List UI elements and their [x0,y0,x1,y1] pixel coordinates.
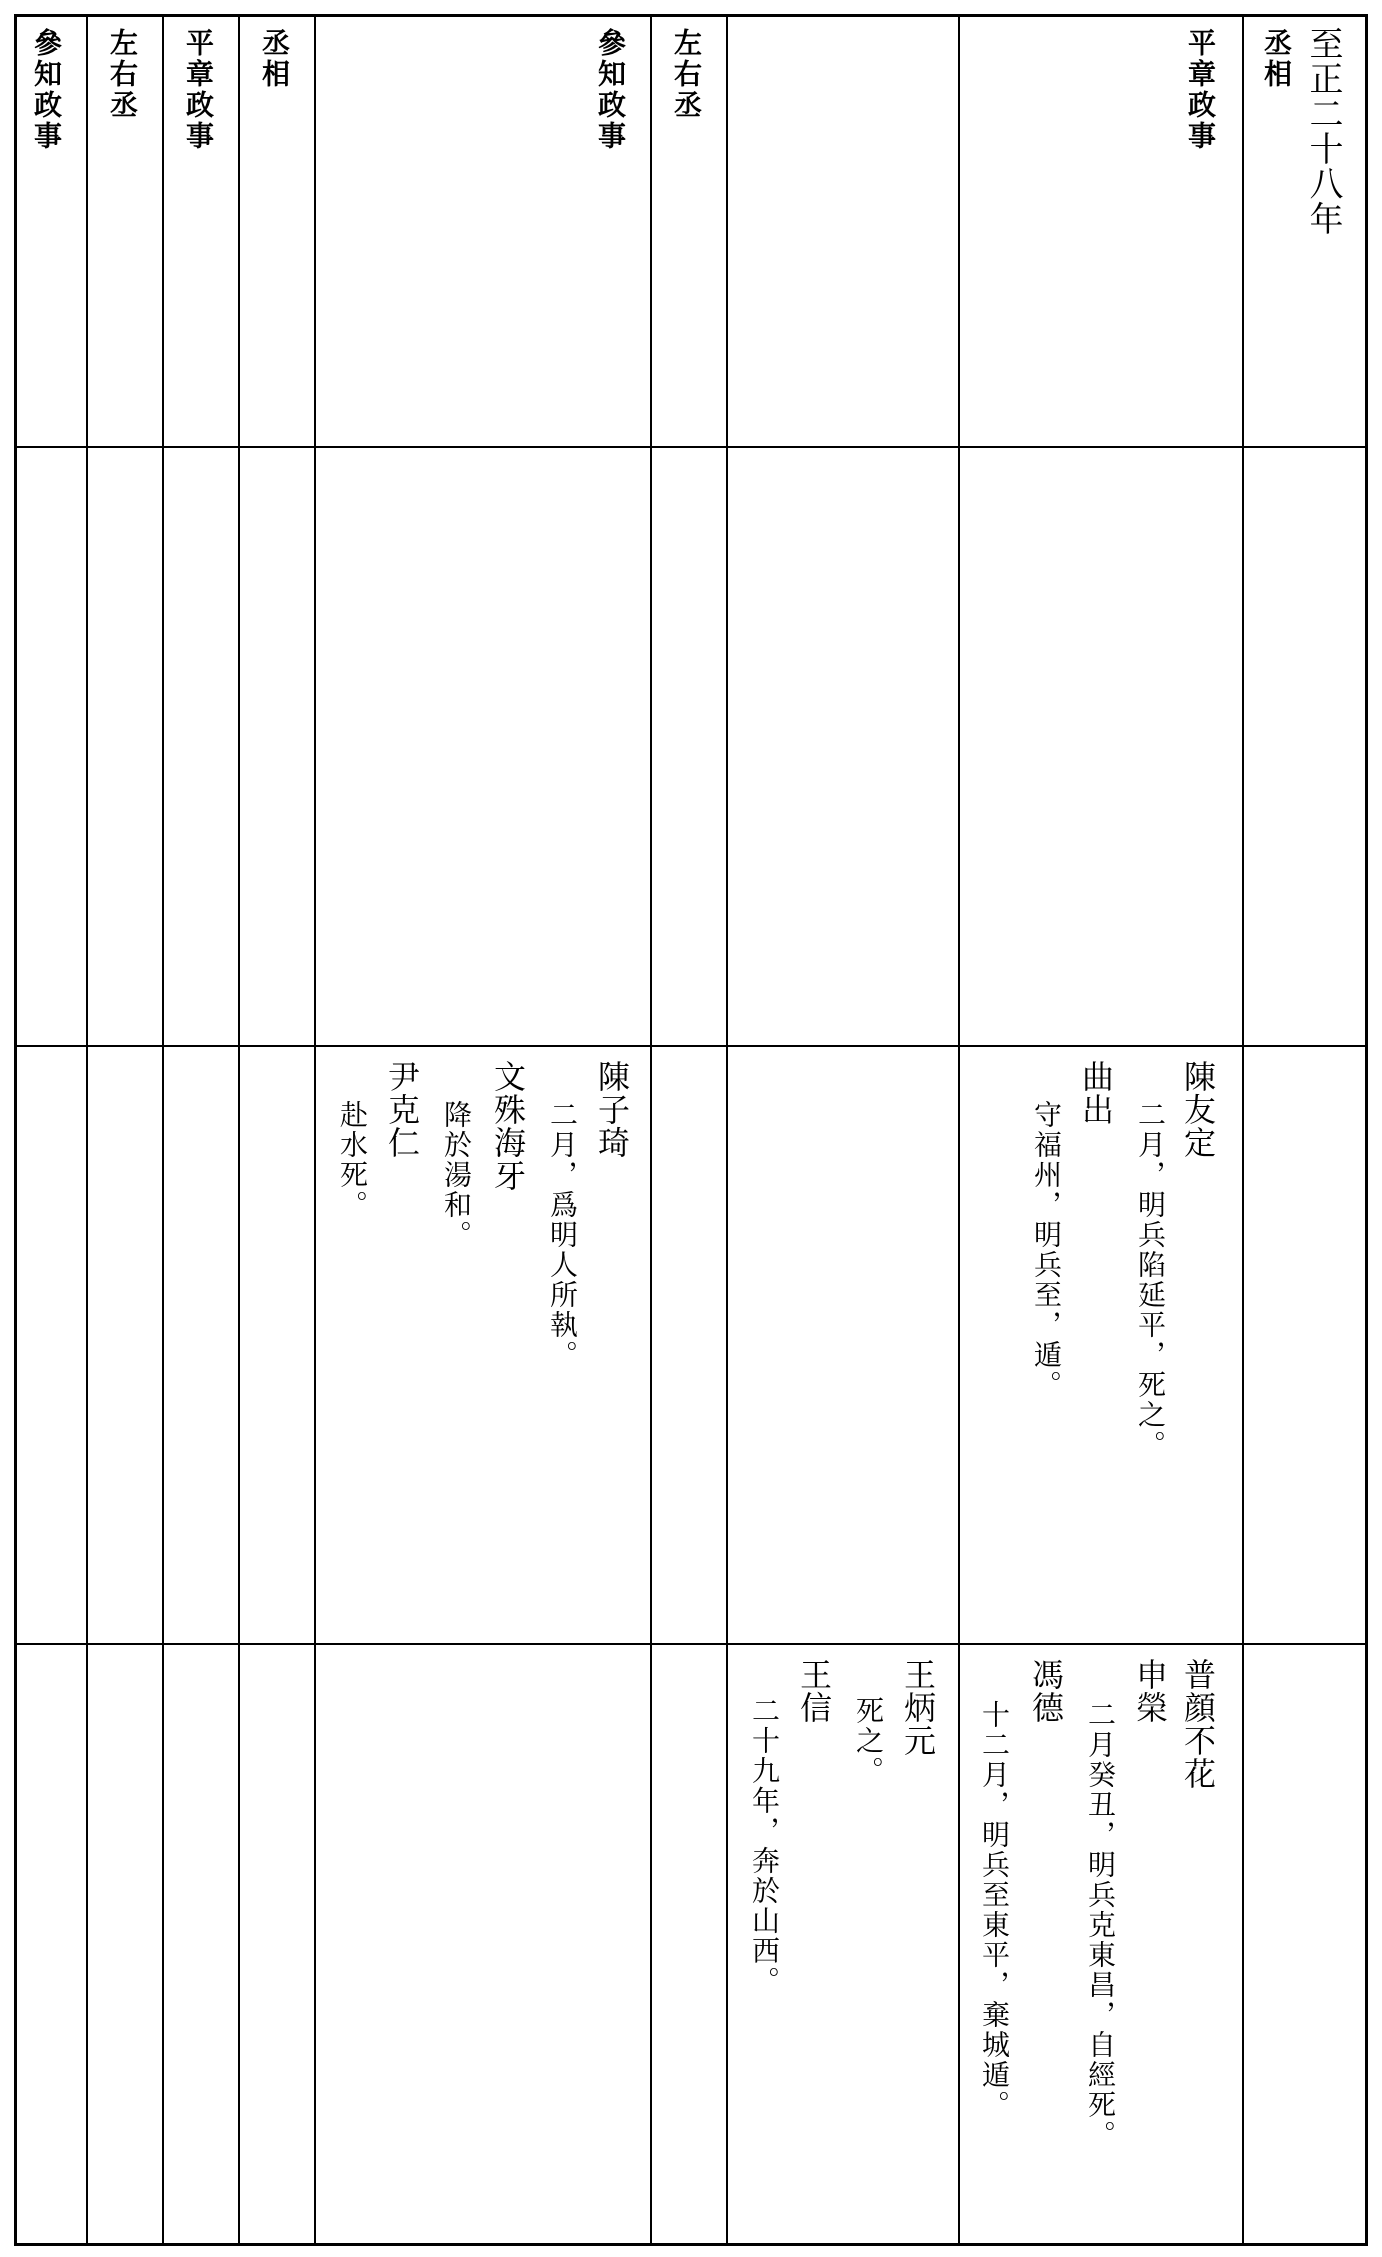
official-name: 普顔不花 [1179,1658,1217,1790]
row-divider [14,1045,1368,1047]
official-note: 二月，爲明人所執。 [546,1100,579,1370]
header-canzhi: 參知政事 [594,28,627,152]
official-name: 馮德 [1027,1658,1065,1724]
official-name: 申榮 [1131,1658,1169,1724]
column-divider [238,14,240,2246]
official-note: 赴水死。 [336,1100,369,1220]
row-divider [14,1643,1368,1645]
official-note: 二月癸丑，明兵克東昌，自經死。 [1084,1700,1117,2150]
column-divider [86,14,88,2246]
header-canzhi-2: 參知政事 [30,28,63,152]
column-divider [726,14,728,2246]
official-note: 守福州，明兵至，遁。 [1030,1100,1063,1400]
official-name: 陳友定 [1179,1060,1217,1159]
year-label: 至正二十八年 [1303,26,1343,236]
header-pingzhang: 平章政事 [1184,28,1217,152]
header-zuoyoucheng: 左右丞 [670,28,703,121]
official-name: 王炳元 [899,1658,937,1757]
column-divider [1242,14,1244,2246]
official-note: 死之。 [852,1696,885,1786]
header-pingzhang-2: 平章政事 [182,28,215,152]
official-note: 二月，明兵陷延平，死之。 [1134,1100,1167,1460]
official-name: 尹克仁 [383,1060,421,1159]
official-name: 文殊海牙 [489,1060,527,1192]
column-divider [162,14,164,2246]
header-chengxiang: 丞相 [1260,28,1293,90]
column-divider [650,14,652,2246]
official-note: 二十九年，奔於山西。 [748,1696,781,1996]
row-divider [14,446,1368,448]
column-divider [958,14,960,2246]
header-chengxiang-2: 丞相 [258,28,291,90]
official-note: 十二月，明兵至東平，棄城遁。 [978,1700,1011,2120]
official-name: 王信 [795,1658,833,1724]
column-divider [314,14,316,2246]
header-zuoyoucheng-2: 左右丞 [106,28,139,121]
official-name: 陳子琦 [593,1060,631,1159]
official-note: 降於湯和。 [440,1100,473,1250]
official-name: 曲出 [1077,1060,1115,1126]
